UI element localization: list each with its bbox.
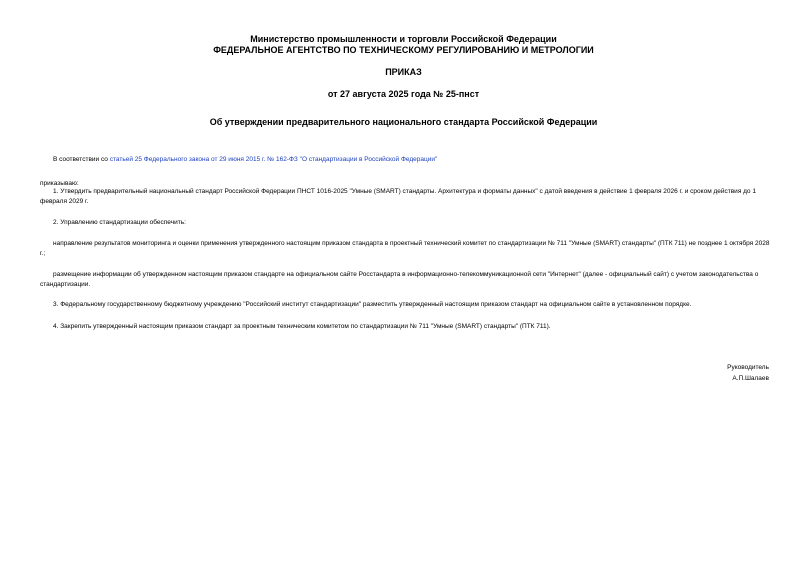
document-type: ПРИКАЗ (385, 67, 422, 77)
item-2-publication: размещение информации об утвержденном настоящим приказом стандарте на официальном сайте Росстандарта в информационно-телекоммуникационной сети "Интернет" (далее - официальный сайт) с учетом законодательства о стандартизации. (40, 271, 759, 288)
ministry-name: Министерство промышленности и торговли Российской Федерации (250, 34, 557, 44)
order-word: приказываю: (40, 180, 79, 187)
item-3: 3. Федеральному государственному бюджетному учреждению "Российский институт стандартизации" разместить утвержденный настоящим приказом стандарт на официальном сайте в установленном порядке. (53, 301, 692, 308)
item-1: 1. Утвердить предварительный национальный стандарт Российской Федерации ПНСТ 1016-2025 "Умные (SMART) стандарты. Архитектура и форматы данных" с датой введения в действие 1 февраля 2026 г. и сроком действия до 1 февраля 2029 г. (40, 188, 756, 205)
preamble-paragraph (53, 155, 773, 165)
document-title: Об утверждении предварительного национального стандарта Российской Федерации (209, 117, 598, 127)
preamble-prefix: В соответствии со (53, 156, 110, 163)
signature-position: Руководитель (727, 364, 769, 371)
signature-name: А.П.Шалаев (732, 375, 769, 382)
document-date-number: от 27 августа 2025 года № 25-пнст (327, 89, 480, 99)
item-2: 2. Управлению стандартизации обеспечить: (53, 219, 186, 226)
federal-law-link[interactable]: статьей 25 Федерального закона от 29 июня 2015 г. № 162-ФЗ "О стандартизации в Российской Федерации" (109, 156, 438, 163)
agency-name: ФЕДЕРАЛЬНОЕ АГЕНТСТВО ПО ТЕХНИЧЕСКОМУ РЕГУЛИРОВАНИЮ И МЕТРОЛОГИИ (213, 45, 594, 55)
item-2-monitoring: направление результатов мониторинга и оценки применения утвержденного настоящим приказом стандарта в проектный технический комитет по стандартизации № 711 "Умные (SMART) стандарты" (ПТК 711) не позднее 1 октября 2028 г.; (40, 240, 770, 257)
item-4: 4. Закрепить утвержденный настоящим приказом стандарт за проектным техническим комитетом по стандартизации № 711 "Умные (SMART) стандарты" (ПТК 711). (53, 323, 551, 330)
